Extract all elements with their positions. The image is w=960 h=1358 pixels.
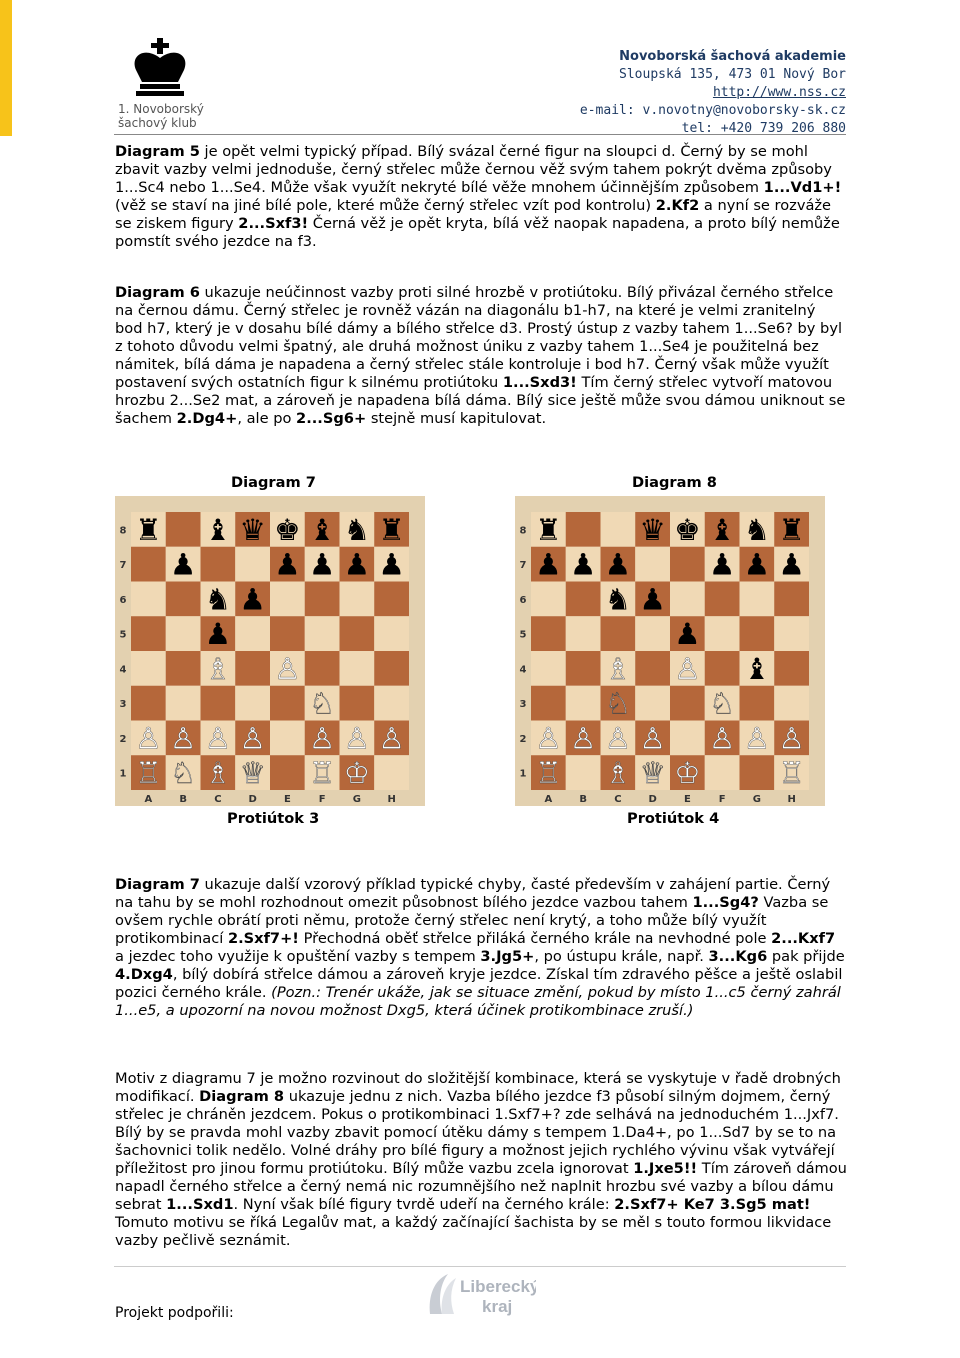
white-knight-icon: ♘ <box>308 686 336 721</box>
logo-text-line-2: kraj <box>482 1297 513 1316</box>
file-label: G <box>752 794 761 805</box>
board-square <box>131 547 166 582</box>
file-label: E <box>283 794 291 805</box>
rank-label: 6 <box>519 594 527 606</box>
board-square <box>131 616 166 651</box>
board-square <box>566 686 601 721</box>
bold-move: 1...Sxd1 <box>166 1196 234 1213</box>
logo-line-1: 1. Novoborský <box>118 102 204 116</box>
footer-divider <box>114 1266 846 1267</box>
header-divider <box>114 134 846 135</box>
board-square <box>601 512 636 547</box>
board-square <box>740 582 775 617</box>
rank-label: 7 <box>519 560 527 572</box>
organization-info <box>580 48 846 138</box>
black-knight-icon: ♞ <box>604 582 632 617</box>
board-square <box>270 616 305 651</box>
text-run: ukazuje neúčinnost vazby proti silné hrozbě v protiútoku. Bílý přivázal černého střelce na černou dámu. Černý střelec je rovněž vázán na diagonálu b1-h7, na které je velmi zranitelný bod h7, který je v dosahu bílé dámy a bílého střelce d3. Prostý ústup z vazby tahem 1...Se6? by byl z tohoto důvodu velmi špatný, ale druhá možnost úniku z vazby tahem 1...Se4 je použitelná bez námitek, bílá dáma je napadena a černý střelec stále kontroluje i bod h7. Černý však může využít postavení svých ostatních figur k silnému protiútoku <box>115 284 843 391</box>
rank-label: 7 <box>119 560 127 572</box>
white-rook-icon: ♖ <box>135 756 162 791</box>
board-square <box>566 582 601 617</box>
text-run: pak přijde <box>767 948 845 965</box>
board-square <box>774 616 809 651</box>
white-pawn-icon: ♙ <box>135 721 162 756</box>
board-square <box>705 582 740 617</box>
logo-text-line-1: Liberecký <box>460 1277 536 1296</box>
bold-move: 1...Vd1+! <box>763 179 842 196</box>
board-square <box>774 686 809 721</box>
bold-move: 3.Jg5+ <box>480 948 535 965</box>
board-square <box>305 651 340 686</box>
board-square <box>305 582 340 617</box>
black-king-icon: ♚ <box>674 512 701 547</box>
text-run: . Nyní však bílé figury tvrdě udeří na černého krále: <box>233 1196 615 1213</box>
black-pawn-icon: ♟ <box>204 617 232 652</box>
board-square <box>235 651 270 686</box>
board-square <box>270 721 305 756</box>
white-knight-icon: ♘ <box>169 756 197 791</box>
text-run: , po ústupu krále, např. <box>534 948 709 965</box>
board-square <box>374 755 409 790</box>
yellow-accent-bar <box>0 0 12 136</box>
board-square <box>531 616 566 651</box>
rank-label: 3 <box>519 699 527 711</box>
board-square <box>305 616 340 651</box>
white-pawn-icon: ♙ <box>604 721 632 756</box>
board-square <box>774 651 809 686</box>
rank-label: 5 <box>119 629 127 641</box>
chessboard-diagram-7 <box>115 496 425 806</box>
white-pawn-icon: ♙ <box>569 721 597 756</box>
black-knight-icon: ♞ <box>743 512 771 547</box>
board-square <box>531 686 566 721</box>
board-square <box>705 755 740 790</box>
club-logo <box>118 38 208 130</box>
white-pawn-icon: ♙ <box>708 721 736 756</box>
rank-label: 2 <box>519 733 527 745</box>
board-square <box>374 686 409 721</box>
black-pawn-icon: ♟ <box>569 547 597 582</box>
board-square <box>774 582 809 617</box>
board-square <box>531 582 566 617</box>
paragraph-diagram-5 <box>115 143 847 251</box>
black-pawn-icon: ♟ <box>274 547 301 582</box>
board-square <box>166 582 201 617</box>
board-square <box>201 547 236 582</box>
text-run: , bílý dobírá střelce dámou a zároveň kryje jezdce. Získal tím zdravého pěšce a ještě oslabil pozici černého krále. <box>115 966 843 1001</box>
bold-move: Diagram 6 <box>115 284 200 301</box>
white-pawn-icon: ♙ <box>743 721 771 756</box>
text-run: ukazuje jednu z nich. Vazba bílého jezdce f3 působí silným dojmem, černý střelec je chráněn jezdcem. Pokus o protikombinaci 1.Sxf7+? zde selhává na jednoduchém 1...Jxf7. Bílý by se pravda mohl vazby zbavit pomocí útěku dámy s tempem 1.Da4+, po 1...Sd7 by se to na šachovnici tolik nedělo. Volné dráhy pro bílé figury a možnost jejich rychlého vývinu však vytvářejí příležitost pro jinou formu protiútoku. Bílý může vazbu zcela ignorovat <box>115 1088 839 1177</box>
black-pawn-icon: ♟ <box>674 617 701 652</box>
board-square <box>531 651 566 686</box>
file-label: B <box>179 794 187 805</box>
rank-label: 2 <box>119 733 127 745</box>
file-label: F <box>318 794 326 805</box>
text-run: , ale po <box>237 410 297 427</box>
bold-move: 1.Jxe5!! <box>633 1160 698 1177</box>
file-label: D <box>648 794 657 805</box>
file-label: D <box>248 794 257 805</box>
board-square <box>635 616 670 651</box>
bold-move: 2.Sxf7+ Ke7 3.Sg5 mat! <box>614 1196 811 1213</box>
rank-label: 8 <box>119 525 127 537</box>
rank-label: 1 <box>519 768 527 780</box>
rank-label: 4 <box>519 664 527 676</box>
board-square <box>131 686 166 721</box>
diagram-8-caption: Protiútok 4 <box>627 810 720 827</box>
black-king-icon: ♚ <box>274 512 301 547</box>
board-square <box>670 721 705 756</box>
diagram-8-title: Diagram 8 <box>632 474 717 491</box>
black-pawn-icon: ♟ <box>378 547 405 582</box>
board-square <box>131 582 166 617</box>
board-square <box>131 651 166 686</box>
black-pawn-icon: ♟ <box>169 547 197 582</box>
chess-king-icon <box>130 38 190 96</box>
board-square <box>235 686 270 721</box>
chessboard-diagram-8 <box>515 496 825 806</box>
black-pawn-icon: ♟ <box>239 582 266 617</box>
black-pawn-icon: ♟ <box>778 547 805 582</box>
paragraph-diagram-7 <box>115 876 847 1020</box>
org-name: Novoborská šachová akademie <box>619 49 846 64</box>
rank-label: 6 <box>119 594 127 606</box>
board-square <box>340 686 375 721</box>
text-run: Černá věž je opět kryta, bílá věž naopak napadena, a proto bílý nemůže pomstít svého jezdce na f3. <box>115 215 840 250</box>
text-run: ukazuje další vzorový příklad typické chyby, časté především v zahájení partie. Černý na tahu by se mohl rozhodnout omezit působnost bílého jezdce vazbou tahem <box>115 876 831 911</box>
text-run: (věž se staví na jiné bílé pole, které může černý střelec vzít pod kontrolu) <box>115 197 656 214</box>
org-address: Sloupská 135, 473 01 Nový Bor <box>619 67 846 82</box>
black-bishop-icon: ♝ <box>308 512 336 547</box>
rank-label: 3 <box>119 699 127 711</box>
bold-move: 4.Dxg4 <box>115 966 173 983</box>
paragraph-diagram-8 <box>115 1070 847 1250</box>
black-knight-icon: ♞ <box>204 582 232 617</box>
white-pawn-icon: ♙ <box>378 721 405 756</box>
board-square <box>601 616 636 651</box>
black-bishop-icon: ♝ <box>708 512 736 547</box>
bold-move: 1...Sg4? <box>692 894 759 911</box>
bold-move: Diagram 8 <box>199 1088 285 1105</box>
white-queen-icon: ♕ <box>639 756 666 791</box>
black-bishop-icon: ♝ <box>743 651 771 686</box>
text-run: Tomuto motivu se říká Legalův mat, a každý začínající šachista by se měl s touto formou likvidace vazby pečlivě seznámit. <box>115 1214 832 1249</box>
diagram-7-caption: Protiútok 3 <box>227 810 320 827</box>
text-run: stejně musí kapitulovat. <box>366 410 547 427</box>
white-knight-icon: ♘ <box>708 686 736 721</box>
black-pawn-icon: ♟ <box>639 582 666 617</box>
bold-move: 2...Kxf7 <box>771 930 836 947</box>
black-pawn-icon: ♟ <box>708 547 736 582</box>
paragraph-diagram-6 <box>115 284 847 428</box>
black-queen-icon: ♛ <box>239 512 266 547</box>
black-rook-icon: ♜ <box>778 512 805 547</box>
white-knight-icon: ♘ <box>604 686 632 721</box>
white-bishop-icon: ♗ <box>604 756 632 791</box>
bold-move: Diagram 5 <box>115 143 200 160</box>
text-run: Tím zároveň dámou napadl černého střelce a černý nemá nic rozumnějšího než naplnit hrozbu své vazby a bílou dámu sebrat <box>115 1160 847 1213</box>
white-rook-icon: ♖ <box>308 756 336 791</box>
text-run: Vazba se ovšem rychle obrátí proti němu, protože černý střelec není krytý, a toho může bílý využít protikombinací <box>115 894 829 947</box>
text-run: je opět velmi typický případ. Bílý svázal černé figur na sloupci d. Černý by se mohl zbavit vazby velmi jednoduše, černý střelec může černou věž svým tahem pokrýt dvěma způsoby 1...Sc4 nebo 1...Se4. Může však využít nekryté bílé věže mnohem účinnějším způsobem <box>115 143 832 196</box>
bold-move: 3...Kg6 <box>708 948 768 965</box>
board-square <box>566 755 601 790</box>
board-square <box>166 651 201 686</box>
org-phone: tel: +420 739 206 880 <box>681 121 846 136</box>
text-run: a nyní se rozváže se ziskem figury <box>115 197 832 232</box>
board-square <box>670 686 705 721</box>
bold-move: 2.Kf2 <box>655 197 700 214</box>
text-run: Přechodná oběť střelce přiláká černého krále na nevhodné pole <box>298 930 772 947</box>
black-rook-icon: ♜ <box>535 512 562 547</box>
white-pawn-icon: ♙ <box>778 721 805 756</box>
board-square <box>340 616 375 651</box>
board-square <box>670 582 705 617</box>
white-bishop-icon: ♗ <box>204 756 232 791</box>
white-king-icon: ♔ <box>343 756 371 791</box>
file-label: B <box>579 794 587 805</box>
file-label: H <box>387 794 396 805</box>
logo-line-2: šachový klub <box>118 116 197 130</box>
text-run: a jezdec toho využije k opuštění vazby s tempem <box>115 948 481 965</box>
liberecky-kraj-logo <box>426 1270 536 1320</box>
diagram-7-title: Diagram 7 <box>231 474 316 491</box>
board-square <box>740 755 775 790</box>
black-queen-icon: ♛ <box>639 512 666 547</box>
white-pawn-icon: ♙ <box>535 721 562 756</box>
org-website-link[interactable]: http://www.nss.cz <box>712 85 846 100</box>
file-label: C <box>614 794 622 805</box>
board-square <box>270 582 305 617</box>
board-square <box>566 512 601 547</box>
white-bishop-icon: ♗ <box>204 651 232 686</box>
bold-move: 2...Sxf3! <box>238 215 309 232</box>
white-pawn-icon: ♙ <box>169 721 197 756</box>
white-pawn-icon: ♙ <box>308 721 336 756</box>
black-rook-icon: ♜ <box>135 512 162 547</box>
bold-move: 2...Sg6+ <box>296 410 367 427</box>
file-label: E <box>683 794 691 805</box>
board-square <box>374 582 409 617</box>
board-square <box>670 547 705 582</box>
bold-move: 2.Dg4+ <box>176 410 238 427</box>
rank-label: 1 <box>119 768 127 780</box>
black-pawn-icon: ♟ <box>308 547 336 582</box>
file-label: A <box>144 794 153 805</box>
text-run: Motiv z diagramu 7 je možno rozvinout do složitější kombinace, která se vyskytuje v řadě drobných modifikací. <box>115 1070 841 1105</box>
white-rook-icon: ♖ <box>778 756 805 791</box>
white-pawn-icon: ♙ <box>639 721 666 756</box>
file-label: A <box>544 794 553 805</box>
white-pawn-icon: ♙ <box>204 721 232 756</box>
white-queen-icon: ♕ <box>239 756 266 791</box>
rank-label: 4 <box>119 664 127 676</box>
board-square <box>270 686 305 721</box>
rank-label: 5 <box>519 629 527 641</box>
bold-move: 2.Sxf7+! <box>227 930 299 947</box>
board-square <box>201 686 236 721</box>
board-square <box>705 616 740 651</box>
board-square <box>166 512 201 547</box>
file-label: F <box>718 794 726 805</box>
board-square <box>635 686 670 721</box>
white-pawn-icon: ♙ <box>239 721 266 756</box>
black-rook-icon: ♜ <box>378 512 405 547</box>
board-square <box>235 547 270 582</box>
board-square <box>740 616 775 651</box>
white-king-icon: ♔ <box>674 756 701 791</box>
board-square <box>635 547 670 582</box>
rank-label: 8 <box>519 525 527 537</box>
file-label: C <box>214 794 222 805</box>
white-pawn-icon: ♙ <box>674 651 701 686</box>
board-square <box>566 616 601 651</box>
board-square <box>340 582 375 617</box>
white-rook-icon: ♖ <box>535 756 562 791</box>
file-label: H <box>787 794 796 805</box>
black-pawn-icon: ♟ <box>535 547 562 582</box>
org-email: e-mail: v.novotny@novoborsky-sk.cz <box>579 103 846 118</box>
board-square <box>740 686 775 721</box>
board-square <box>235 616 270 651</box>
bold-move: 1...Sxd3! <box>502 374 577 391</box>
bold-move: Diagram 7 <box>115 876 200 893</box>
sponsor-label: Projekt podpořili: <box>115 1305 234 1321</box>
black-pawn-icon: ♟ <box>604 547 632 582</box>
board-square <box>705 651 740 686</box>
white-bishop-icon: ♗ <box>604 651 632 686</box>
board-square <box>566 651 601 686</box>
board-square <box>166 686 201 721</box>
black-pawn-icon: ♟ <box>743 547 771 582</box>
text-run: Tím černý střelec vytvoří matovou hrozbu 2...Se2 mat, a zároveň je napadena bílá dáma. Bílý sice ještě může svou dámou uniknout se šachem <box>115 374 846 427</box>
board-square <box>374 616 409 651</box>
board-square <box>374 651 409 686</box>
black-bishop-icon: ♝ <box>204 512 232 547</box>
board-square <box>340 651 375 686</box>
italic-note: (Pozn.: Trenér ukáže, jak se situace změní, pokud by místo 1...c5 černý zahrál 1...e5, a upozorní na novou možnost Dxg5, která účinek protikombinace zruší.) <box>115 984 841 1019</box>
white-pawn-icon: ♙ <box>343 721 371 756</box>
black-knight-icon: ♞ <box>343 512 371 547</box>
board-square <box>635 651 670 686</box>
board-square <box>270 755 305 790</box>
file-label: G <box>352 794 361 805</box>
board-square <box>166 616 201 651</box>
black-pawn-icon: ♟ <box>343 547 371 582</box>
white-pawn-icon: ♙ <box>274 651 301 686</box>
